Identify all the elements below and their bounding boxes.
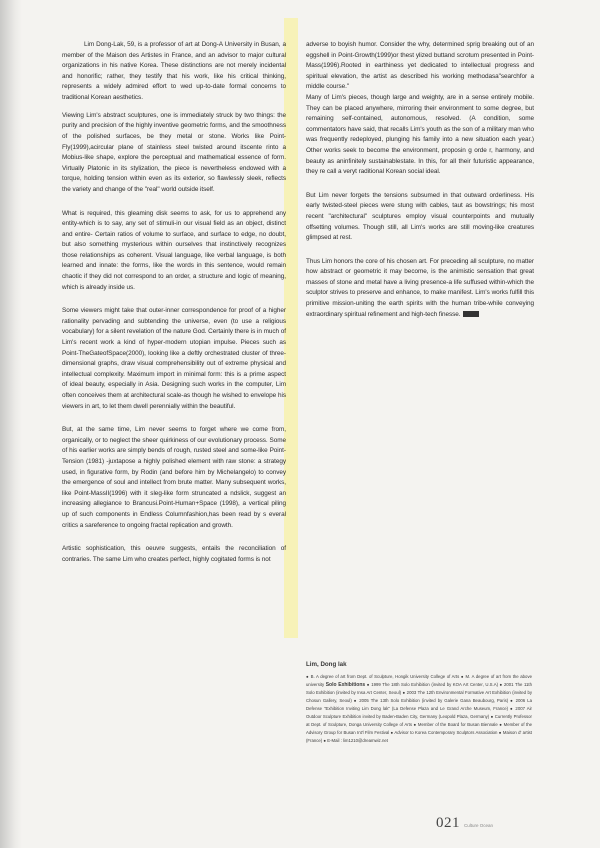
magazine-name: Culture Ocean [464, 823, 494, 828]
bio-exhibitions-label: Solo Exhibitions [325, 682, 366, 688]
paragraph: What is required, this gleaming disk seems to ask, for us to apprehend any entity-which is to say, any set of stimuli-in our visual field as an object, distinct and entire- Certain ratios of volume to surface, and surface to edge, no doubt, but also something mysterious within ourselves that instinctively recognizes those relationships as coherent. Visual language, like verbal language, is both learned and innate: the forms, like the words in this sentence, would remain chaotic if they did not correspond to an order, a structure and logic of meaning, which is already inside us. [62, 209, 286, 291]
paragraph: But, at the same time, Lim never seems to forget where we come from, organically, or to neglect the sheer quirkiness of our evolutionary process. Some of his earlier works are simply bends of rough, rusted steel and some-like Point-Tension (1981) -juxtapose a highly polished element with raw stone: a strategy used, in figurative form, by Rodin (and before him by Michelangelo) to convey the emergence of soul and intellect from brute matter. Many subsequent works, like Point-MassII(1996) with it sleg-like form struncated a ndslick, suggest an increasing allegiance to Brancusi.Point-Human+Space (1998), a vertical piling up of such components in Endless Columnfashion,has been read by s everal critics a sareference to ongoing fractal replication and growth. [62, 426, 286, 529]
paragraph [306, 257, 534, 321]
end-mark-icon [463, 311, 479, 317]
paragraph: Artistic sophistication, this oeuvre suggests, entails the reconciliation of contraries. The same Lim who creates perfect, highly cogitated forms is not [62, 545, 286, 563]
page-number: 021 [436, 815, 460, 831]
page-footer [436, 815, 493, 832]
bio-text-continued: ● 1999 The 18th Solo Exhibition (invited by KOA Art Center, U.S.A) ● 2001 The 11th Solo Exhibition (invited by Insa Art Center, Seoul) ● 2003 The 12th Environmental Formative Art Exhibition (invited by Chosun Gallery, Seoul) ● 2005 The 13th Solo Exhibition (invited by Galerie Gana Beaubourg, Paris) ● 2006 La Defense "Exhibition Inviting Lim Dong lak" (La Defense Plaza and Le Grand Arche Museum, France) ● 2007 Air Outdoor Sculpture Exhibition invited by Baden-Baden City, Germany (Leopold Plaza, Germany) ● Currently Professor at Dept. of Sculpture, Donga University College of Arts ● Member of the Board for Busan Biennale ● Member of the Advisory Group for Busan Int'l Film Festival ● Advisor to Korea Contemporary Sculptors Association ● Maison d' artist (France) ● E-Mail : lim1210@dreamwiz.net [306, 682, 532, 743]
bio-text: ● B. A degree of art from Dept. of Sculpture, Hongik University College of Arts ● M. A degree of art from the above university [306, 674, 532, 687]
paragraph: But Lim never forgets the tensions subsumed in that outward orderliness. His early twisted-steel pieces were stung with cables, taut as bowstrings; his most recent "architectural" sculptures employ visual counterpoints and mutually offsetting volumes. Though still, all Lim's works are still moving-like creatures glimpsed at rest. [306, 191, 534, 242]
highlight-strip [284, 18, 298, 638]
paragraph: Some viewers might take that outer-inner correspondence for proof of a higher rationality pervading and subtending the universe, even (to use a religious vocabulary) for a silent revelation of the nature God. Certainly there is in much of Lim's recent work a kind of hyper-modern utopian impulse. Pieces such as Point-TheGateofSpace(2000), looking like a deftly orchestrated cluster of three-dimensional graphs, draw visual comprehensibility out of extreme physical and intellectual complexity. Maximum import in minimal form: this is a prime aspect of ideal beauty, especially in Asia. Designing such works in the computer, Lim often conceives them at architectural scale-as though he wished to envelope his viewers in art, to let them dwell perennially within the beautiful. [62, 307, 286, 410]
left-column [62, 40, 286, 573]
paragraph: Lim Dong-Lak, 59, is a professor of art at Dong-A University in Busan, a member of the Maison des Artistes in France, and an advisor to major cultural organizations in his native Korea. These distinctions are not merely incidental and honorific; rather, they testify that his work, like his critical thinking, represents a widely admired effort to wed up-to-date formal concerns to traditional Korean aesthetics. [62, 41, 286, 101]
right-column [306, 40, 534, 327]
paragraph-text: Thus Lim honors the core of his chosen art. For preceding all sculpture, no matter how abstract or geometric it may become, is the animistic sensation that great masses of stone and metal have a living presence-a life suffused within-which the sculptor strives to preserve and enhance, to make manifest. Lim's works fulfill this primitive mission-uniting the earth spirits with the human tribe-while conveying extraordinary spiritual refinement and high-tech finesse. [306, 257, 534, 318]
paragraph: Many of Lim's pieces, though large and weighty, are in a sense entirely mobile. They can be placed anywhere, mirroring their environment to some degree, but remaining self-contained, autonomous, resolved. (A condition, some commentators have said, that recalls Lim's youth as the son of a military man who was frequently redeployed, plunging his family into a new situation each year.) Other works seek to become the environment, proposin g orde r, harmony, and beauty as aninfinitely sustainablestate. In this, for all their futuristic appearance, they re call a veryt raditional Korean social ideal. [306, 93, 534, 176]
binding-shadow [0, 0, 22, 848]
paragraph: Viewing Lim's abstract sculptures, one is immediately struck by two things: the purity and precision of the highly inventive geometric forms, and the smoothness of the polished surfaces, be they metal or stone. Works like Point-Fly(1999),acircular plane of stainless steel twisted around itscente rinto a Mobius-like shape, explore the perceptual and mathematical essence of form. Virtually Platonic in its stylization, the piece is nevertheless endowed with a torque, holding tension within even as its exterior, so flawlessly sleek, reflects the variety and change of the "real" world outside itself. [62, 111, 286, 193]
bio-title: Lim, Dong lak [306, 661, 347, 668]
paragraph: adverse to boyish humor. Consider the why, determined sprig breaking out of an eggshell in Point-Growth(1999)or thest ylized buttand scrotum presented in Point-Mass(1996).Rooted in earthiness yet dedicated to intellectual progress and spiritual elevation, the artist as described his working methodasa"searchfor a middle course." [306, 41, 534, 91]
artist-bio [306, 660, 532, 745]
